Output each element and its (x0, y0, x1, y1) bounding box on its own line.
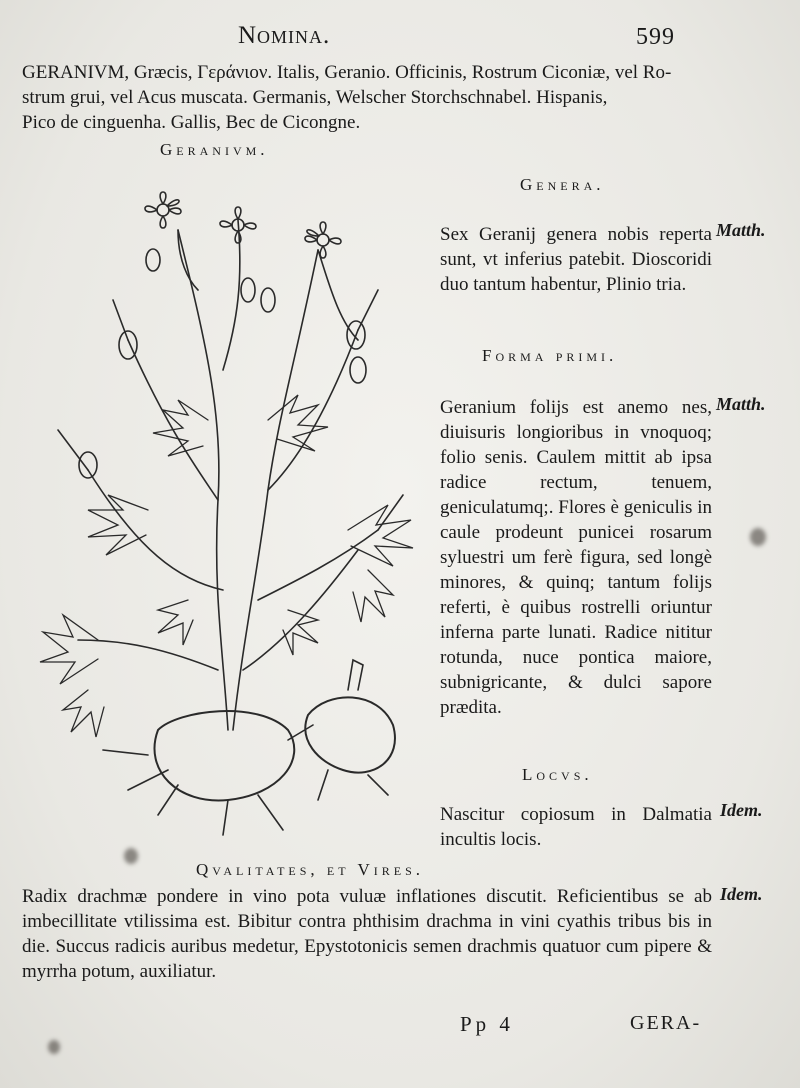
heading-genera: Genera. (520, 175, 605, 194)
genera-paragraph: Sex Geranij genera nobis reperta sunt, vt inferius patebit. Dioscoridi duo tantum habentur, Plinio tria. (440, 224, 712, 295)
heading-forma-primi: Forma primi. (482, 346, 618, 365)
running-head: Nomina. (238, 22, 331, 49)
margin-note-forma: Matth. (716, 394, 766, 414)
figure-caption: Geranivm. (160, 140, 269, 159)
catchword: GERA- (630, 1012, 702, 1034)
ink-spot (750, 528, 766, 546)
plant-names-paragraph (22, 60, 722, 135)
margin-note-qualitates: Idem. (720, 884, 763, 904)
geranium-woodcut-illustration (28, 170, 438, 840)
margin-note-locus: Idem. (720, 800, 763, 820)
ink-spot (48, 1040, 60, 1054)
page-number: 599 (636, 24, 675, 50)
heading-locus: Locvs. (522, 765, 593, 784)
names-line-1: GERANIVM, Græcis, Γεράνιον. Italis, Geranio. Officinis, Rostrum Ciconiæ, vel Ro- (22, 62, 672, 83)
margin-note-genera: Matth. (716, 220, 766, 240)
ink-spot (124, 848, 138, 864)
qualitates-paragraph: Radix drachmæ pondere in vino pota vuluæ inflationes discutit. Reficientibus se ab imbecillitate vtilissima est. Bibitur contra phthisim drachma in vini cyathis tribus bis in die. Succus radicis auribus medetur, Epystotonicis semen drachmis quatuor cum pipere & myrrha potum, auxiliatur. (22, 886, 712, 982)
forma-paragraph: Geranium folijs est anemo nes, diuisuris longioribus in vnoquoq; folio senis. Caulem mittit ab ipsa radice rectum, tenuem, geniculatumq;. Flores è geniculis in caule prodeunt punicei rosarum syluestri um ferè figura, sed longè minores, & quinq; tantum folijs referti, è quibus rostrelli oriuntur inferna parte lunati. Radice nititur rotunda, nuce pontica maiore, subnigricante, & dulci sapore prædita. (440, 397, 712, 718)
signature-mark: Pp 4 (460, 1012, 514, 1036)
heading-qualitates: Qvalitates, et Vires. (196, 860, 425, 879)
names-line-3: Pico de cinguenha. Gallis, Bec de Cicongne. (22, 112, 361, 133)
locus-paragraph: Nascitur copiosum in Dalmatia incultis locis. (440, 804, 712, 850)
names-line-2: strum grui, vel Acus muscata. Germanis, Welscher Storchschnabel. Hispanis, (22, 87, 608, 108)
